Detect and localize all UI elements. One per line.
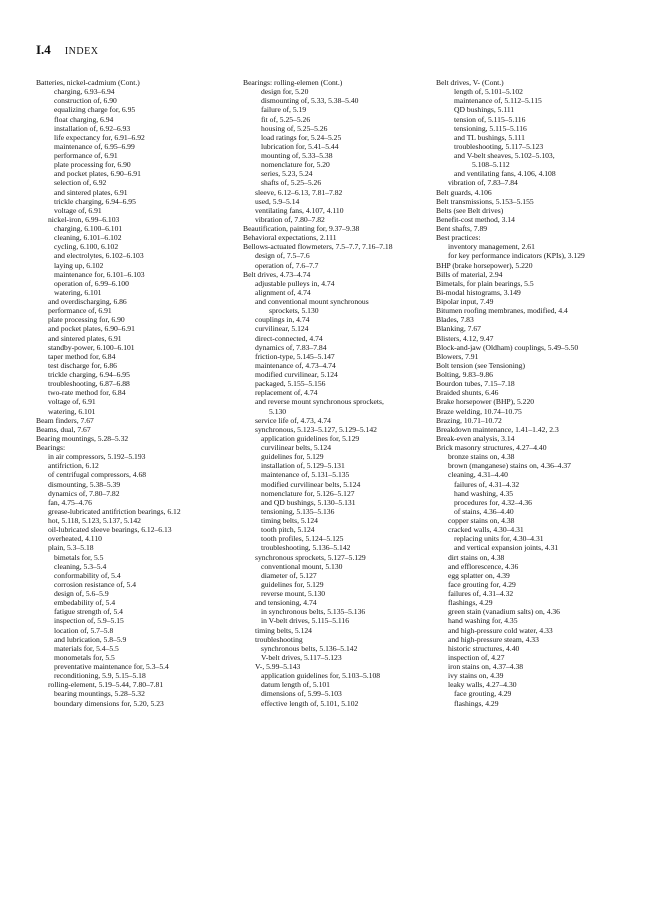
index-entry: guidelines for, 5.129 xyxy=(261,579,324,589)
index-entry: vibration of, 7.83–7.84 xyxy=(448,178,518,188)
index-entry: hand washing for, 4.35 xyxy=(448,616,518,626)
index-entry: of centrifugal compressors, 4.68 xyxy=(48,470,147,480)
index-entry: Bearing mountings, 5.28–5.32 xyxy=(36,433,129,443)
index-entry: operation of, 7.6–7.7 xyxy=(255,260,319,270)
index-entry: replacement of, 4.74 xyxy=(255,388,318,398)
page-number: I.4 xyxy=(36,42,51,57)
index-entry: plain, 5.3–5.18 xyxy=(48,543,94,553)
index-entry: performance of, 6.91 xyxy=(54,151,118,160)
index-entry: fit of, 5.25–5.26 xyxy=(261,114,311,124)
index-entry: inspection of, 5.9–5.15 xyxy=(54,616,124,626)
index-entry: troubleshooting, 5.117–5.123 xyxy=(454,141,544,151)
index-entry: couplings in, 4.74 xyxy=(255,315,310,325)
index-entry: embedability of, 5.4 xyxy=(54,598,116,608)
index-entry: and TL bushings, 5.111 xyxy=(454,132,525,142)
index-entry: synchronous, 5.123–5.127, 5.129–5.142 xyxy=(255,424,377,434)
index-entry: and electrolytes, 6.102–6.103 xyxy=(54,251,144,261)
index-entry: Breakdown maintenance, 1.41–1.42, 2.3 xyxy=(436,424,559,434)
index-entry: installation of, 5.129–5.131 xyxy=(261,461,345,471)
index-entry: Blades, 7.83 xyxy=(436,315,474,325)
index-entry: friction-type, 5.145–5.147 xyxy=(255,351,335,361)
index-entry: cleaning, 6.101–6.102 xyxy=(54,233,122,243)
index-entry: grease-lubricated antifriction bearings, 6.12 xyxy=(48,506,181,516)
index-entry: Belt drives, V- (Cont.) xyxy=(436,78,504,87)
index-entry: Braze welding, 10.74–10.75 xyxy=(436,406,522,416)
index-entry: series, 5.23, 5.24 xyxy=(261,169,313,179)
index-entry: nomenclature for, 5.126–5.127 xyxy=(261,488,355,498)
index-entry: packaged, 5.155–5.156 xyxy=(255,379,326,389)
index-entry: trickle charging, 6.94–6.95 xyxy=(54,196,136,206)
index-entry: replacing units for, 4.30–4.31 xyxy=(454,534,544,544)
index-entry: maintenance of, 5.112–5.115 xyxy=(454,96,542,106)
index-entry: and ventilating fans, 4.106, 4.108 xyxy=(454,169,556,179)
index-entry: overheated, 4.110 xyxy=(48,534,102,544)
index-entry: maintenance of, 4.73–4.74 xyxy=(255,360,336,370)
index-entry: antifriction, 6.12 xyxy=(48,461,99,471)
index-entry: bronze stains on, 4.38 xyxy=(448,452,515,462)
index-entry: tooth pitch, 5.124 xyxy=(261,525,315,535)
index-entry: hot, 5.118, 5.123, 5.137, 5.142 xyxy=(48,516,141,525)
index-entry: nickel-iron, 6.99–6.103 xyxy=(48,214,120,224)
index-entry: dynamics of, 7.83–7.84 xyxy=(255,342,327,352)
index-entry: cleaning, 5.3–5.4 xyxy=(54,561,107,571)
index-entry: brown (manganese) stains on, 4.36–4.37 xyxy=(448,461,571,471)
index-entry: troubleshooting xyxy=(255,634,303,644)
index-entry: cycling, 6.100, 6.102 xyxy=(54,242,119,252)
index-entry: charging, 6.93–6.94 xyxy=(54,87,115,97)
index-column-2 xyxy=(243,78,443,708)
index-column-1 xyxy=(36,78,236,708)
index-entry: voltage of, 6.91 xyxy=(54,205,102,215)
index-entry: timing belts, 5.124 xyxy=(255,625,312,635)
index-entry: Behavioral expectations, 2.111 xyxy=(243,233,337,243)
index-entry: watering, 6.101 xyxy=(54,287,102,297)
index-entry: vibration of, 7.80–7.82 xyxy=(255,214,325,224)
index-entry: and QD bushings, 5.130–5.131 xyxy=(261,497,356,507)
index-entry: Bolt tension (see Tensioning) xyxy=(436,360,525,370)
index-entry: application guidelines for, 5.129 xyxy=(261,433,360,443)
index-entry: tensioning, 5.115–5.116 xyxy=(454,123,527,133)
index-entry: installation of, 6.92–6.93 xyxy=(54,123,131,133)
index-entry: and high-pressure steam, 4.33 xyxy=(448,634,539,644)
index-entry: maintenance of, 6.95–6.99 xyxy=(54,141,135,151)
index-entry: tension of, 5.115–5.116 xyxy=(454,114,526,124)
index-entry: design of, 7.5–7.6 xyxy=(255,251,310,261)
index-entry: maintenance of, 5.131–5.135 xyxy=(261,470,350,480)
index-entry: V-belt drives, 5.117–5.123 xyxy=(261,652,342,662)
index-entry: iron stains on, 4.37–4.38 xyxy=(448,662,524,671)
index-entry: plate processing for, 6.90 xyxy=(54,160,131,170)
index-entry: selection of, 6.92 xyxy=(54,178,107,188)
index-entry: curvilinear, 5.124 xyxy=(255,324,309,334)
index-entry: and high-pressure cold water, 4.33 xyxy=(448,625,553,635)
index-entry: nomenclature for, 5.20 xyxy=(261,160,330,170)
index-entry: adjustable pulleys in, 4.74 xyxy=(255,278,335,288)
index-entry: Belt transmissions, 5.153–5.155 xyxy=(436,196,534,206)
index-entry: 5.130 xyxy=(269,406,287,416)
index-entry: and conventional mount synchronous xyxy=(255,297,369,306)
running-head: INDEX xyxy=(64,46,99,57)
index-entry: egg splatter on, 4.39 xyxy=(448,570,510,580)
index-entry: dimensions of, 5.99–5.103 xyxy=(261,689,342,699)
index-entry: and pocket plates, 6.90–6.91 xyxy=(54,169,141,179)
index-entry: modified curvilinear belts, 5.124 xyxy=(261,479,361,489)
index-entry: materials for, 5.4–5.5 xyxy=(54,643,119,653)
index-entry: Bearings: rolling-elemen (Cont.) xyxy=(243,78,343,87)
index-entry: and sintered plates, 6.91 xyxy=(48,333,122,343)
index-entry: reverse mount, 5.130 xyxy=(261,589,326,598)
index-entry: and sintered plates, 6.91 xyxy=(54,187,128,197)
index-entry: direct-connected, 4.74 xyxy=(255,333,323,343)
index-entry: synchronous sprockets, 5.127–5.129 xyxy=(255,552,366,562)
index-entry: laying up, 6.102 xyxy=(54,260,104,270)
index-entry: location of, 5.7–5.8 xyxy=(54,625,114,635)
index-entry: Beam finders, 7.67 xyxy=(36,415,94,425)
index-entry: Block-and-jaw (Oldham) couplings, 5.49–5.50 xyxy=(436,342,579,352)
index-entry: load ratings for, 5.24–5.25 xyxy=(261,132,342,142)
index-entry: Braided shunts, 6.46 xyxy=(436,388,499,398)
index-entry: mounting of, 5.33–5.38 xyxy=(261,151,333,160)
index-entry: and efflorescence, 4.36 xyxy=(448,561,519,571)
index-entry: construction of, 6.90 xyxy=(54,96,117,106)
index-entry: ivy stains on, 4.39 xyxy=(448,671,504,681)
index-entry: Bitumen roofing membranes, modified, 4.4 xyxy=(436,306,568,316)
index-entry: Blanking, 7.67 xyxy=(436,324,481,334)
index-entry: effective length of, 5.101, 5.102 xyxy=(261,698,359,708)
index-entry: dynamics of, 7.80–7.82 xyxy=(48,488,120,498)
index-entry: conformability of, 5.4 xyxy=(54,570,121,580)
index-entry: and pocket plates, 6.90–6.91 xyxy=(48,324,135,334)
index-entry: sleeve, 6.12–6.13, 7.81–7.82 xyxy=(255,187,343,197)
index-entry: QD bushings, 5.111 xyxy=(454,105,515,115)
index-entry: modified curvilinear, 5.124 xyxy=(255,370,338,379)
index-entry: lubrication for, 5.41–5.44 xyxy=(261,141,339,151)
index-entry: Best practices: xyxy=(436,233,481,243)
index-entry: copper stains on, 4.38 xyxy=(448,516,515,525)
index-column-3 xyxy=(436,78,636,708)
index-entry: and V-belt sheaves, 5.102–5.103, xyxy=(454,151,555,160)
index-entry: failures of, 4.31–4.32 xyxy=(454,479,520,489)
index-entry: V-, 5.99–5.143 xyxy=(255,662,301,671)
index-entry: failures of, 4.31–4.32 xyxy=(448,589,514,598)
index-entry: face grouting for, 4.29 xyxy=(448,579,516,589)
index-entry: Belts (see Belt drives) xyxy=(436,205,504,215)
index-entry: charging, 6.100–6.101 xyxy=(54,224,123,233)
index-entry: rolling-element, 5.19–5.44, 7.80–7.81 xyxy=(48,680,164,690)
index-entry: and lubrication, 5.8–5.9 xyxy=(54,634,127,644)
index-entry: troubleshooting, 5.136–5.142 xyxy=(261,543,351,553)
index-entry: conventional mount, 5.130 xyxy=(261,561,343,571)
index-entry: Bent shafts, 7.89 xyxy=(436,224,488,233)
index-entry: life expectancy for, 6.91–6.92 xyxy=(54,132,145,142)
index-entry: failure of, 5.19 xyxy=(261,105,307,115)
index-entry: plate processing for, 6.90 xyxy=(48,315,125,325)
page-header xyxy=(36,42,98,58)
index-entry: sprockets, 5.130 xyxy=(269,306,319,316)
index-entry: Belt guards, 4.106 xyxy=(436,187,492,197)
index-entry: BHP (brake horsepower), 5.220 xyxy=(436,260,533,270)
index-entry: corrosion resistance of, 5.4 xyxy=(54,579,137,589)
index-entry: Bipolar input, 7.49 xyxy=(436,297,494,306)
index-entry: used, 5.9–5.14 xyxy=(255,196,300,206)
index-entry: bearing mountings, 5.28–5.32 xyxy=(54,689,145,699)
index-entry: datum length of, 5.101 xyxy=(261,680,330,690)
index-entry: equalizing charge for, 6.95 xyxy=(54,105,136,115)
index-entry: in synchronous belts, 5.135–5.136 xyxy=(261,607,366,617)
index-entry: tooth profiles, 5.124–5.125 xyxy=(261,534,344,544)
index-entry: timing belts, 5.124 xyxy=(261,516,318,525)
index-entry: troubleshooting, 6.87–6.88 xyxy=(48,379,130,389)
index-entry: Bolting, 9.83–9.86 xyxy=(436,370,493,379)
index-entry: Brazing, 10.71–10.72 xyxy=(436,415,502,425)
index-entry: tensioning, 5.135–5.136 xyxy=(261,506,335,516)
index-entry: Bearings: xyxy=(36,443,66,452)
index-entry: Bimetals, for plain bearings, 5.5 xyxy=(436,278,534,288)
index-entry: bimetals for, 5.5 xyxy=(54,552,104,562)
index-entry: leaky walls, 4.27–4.30 xyxy=(448,680,517,690)
index-entry: and vertical expansion joints, 4.31 xyxy=(454,543,559,553)
index-entry: length of, 5.101–5.102 xyxy=(454,87,523,97)
index-entry: watering, 6.101 xyxy=(48,406,96,416)
index-entry: flashings, 4.29 xyxy=(454,698,499,708)
index-entry: dismounting, 5.38–5.39 xyxy=(48,479,121,489)
index-entry: design of, 5.6–5.9 xyxy=(54,589,109,598)
index-entry: Blowers, 7.91 xyxy=(436,351,479,361)
index-entry: Break-even analysis, 3.14 xyxy=(436,433,515,443)
index-entry: and tensioning, 4.74 xyxy=(255,598,317,608)
index-entry: float charging, 6.94 xyxy=(54,114,114,124)
index-entry: Brick masonry structures, 4.27–4.40 xyxy=(436,443,547,452)
index-entry: green stain (vanadium salts) on, 4.36 xyxy=(448,607,560,617)
index-entry: boundary dimensions for, 5.20, 5.23 xyxy=(54,698,164,708)
index-entry: service life of, 4.73, 4.74 xyxy=(255,415,331,425)
index-entry: for key performance indicators (KPIs), 3.129 xyxy=(448,251,585,261)
index-entry: oil-lubricated sleeve bearings, 6.12–6.13 xyxy=(48,525,172,535)
index-entry: monometals for, 5.5 xyxy=(54,652,115,662)
index-entry: trickle charging, 6.94–6.95 xyxy=(48,370,130,379)
index-entry: synchronous belts, 5.136–5.142 xyxy=(261,643,358,653)
index-entry: operation of, 6.99–6.100 xyxy=(54,278,129,288)
index-entry: cleaning, 4.31–4.40 xyxy=(448,470,508,480)
index-entry: dismounting of, 5.33, 5.38–5.40 xyxy=(261,96,359,106)
index-entry: and overdischarging, 6.86 xyxy=(48,297,127,306)
index-entry: application guidelines for, 5.103–5.108 xyxy=(261,671,381,681)
index-entry: and reverse mount synchronous sprockets, xyxy=(255,397,384,407)
index-entry: 5.108–5.112 xyxy=(472,160,510,170)
index-entry: test discharge for, 6.86 xyxy=(48,360,117,370)
index-entry: dirt stains on, 4.38 xyxy=(448,552,505,562)
index-entry: Blisters, 4.12, 9.47 xyxy=(436,333,494,343)
index-entry: maintenance for, 6.101–6.103 xyxy=(54,269,145,279)
index-entry: Bills of material, 2.94 xyxy=(436,269,503,279)
index-entry: cracked walls, 4.30–4.31 xyxy=(448,525,524,535)
index-entry: Bi-modal histograms, 3.149 xyxy=(436,287,521,297)
index-entry: fan, 4.75–4.76 xyxy=(48,497,92,507)
index-entry: curvilinear belts, 5.124 xyxy=(261,443,332,452)
index-entry: historic structures, 4.40 xyxy=(448,643,520,653)
index-entry: taper method for, 6.84 xyxy=(48,351,116,361)
index-entry: procedures for, 4.32–4.36 xyxy=(454,497,532,507)
index-entry: Benefit-cost method, 3.14 xyxy=(436,214,515,224)
index-entry: Bourdon tubes, 7.15–7.18 xyxy=(436,379,515,389)
index-entry: design for, 5.20 xyxy=(261,87,309,97)
index-entry: Brake horsepower (BHP), 5.220 xyxy=(436,397,535,407)
index-entry: alignment of, 4.74 xyxy=(255,287,311,297)
index-entry: fatigue strength of, 5.4 xyxy=(54,607,123,617)
index-entry: voltage of, 6.91 xyxy=(48,397,96,407)
index-entry: shafts of, 5.25–5.26 xyxy=(261,178,322,188)
index-entry: inspection of, 4.27 xyxy=(448,652,505,662)
index-entry: inventory management, 2.61 xyxy=(448,242,535,252)
index-entry: in V-belt drives, 5.115–5.116 xyxy=(261,616,350,626)
index-entry: reconditioning, 5.9, 5.15–5.18 xyxy=(54,671,146,681)
index-entry: standby-power, 6.100–6.101 xyxy=(48,342,135,352)
index-entry: ventilating fans, 4.107, 4.110 xyxy=(255,205,344,215)
index-entry: Bellows-actuated flowmeters, 7.5–7.7, 7.16–7.18 xyxy=(243,242,393,252)
index-entry: housing of, 5.25–5.26 xyxy=(261,123,328,133)
index-entry: Beams, dual, 7.67 xyxy=(36,424,91,434)
index-entry: face grouting, 4.29 xyxy=(454,689,512,699)
index-entry: two-rate method for, 6.84 xyxy=(48,388,126,398)
index-entry: in air compressors, 5.192–5.193 xyxy=(48,452,146,462)
index-entry: performance of, 6.91 xyxy=(48,306,112,316)
index-entry: flashings, 4.29 xyxy=(448,598,493,608)
index-entry: diameter of, 5.127 xyxy=(261,570,317,580)
index-entry: guidelines for, 5.129 xyxy=(261,452,324,462)
index-entry: Batteries, nickel-cadmium (Cont.) xyxy=(36,78,140,87)
index-entry: Belt drives, 4.73–4.74 xyxy=(243,269,311,279)
index-entry: preventative maintenance for, 5.3–5.4 xyxy=(54,662,169,671)
index-entry: hand washing, 4.35 xyxy=(454,488,514,498)
index-entry: Beautification, painting for, 9.37–9.38 xyxy=(243,224,360,233)
index-entry: of stains, 4.36–4.40 xyxy=(454,506,514,516)
